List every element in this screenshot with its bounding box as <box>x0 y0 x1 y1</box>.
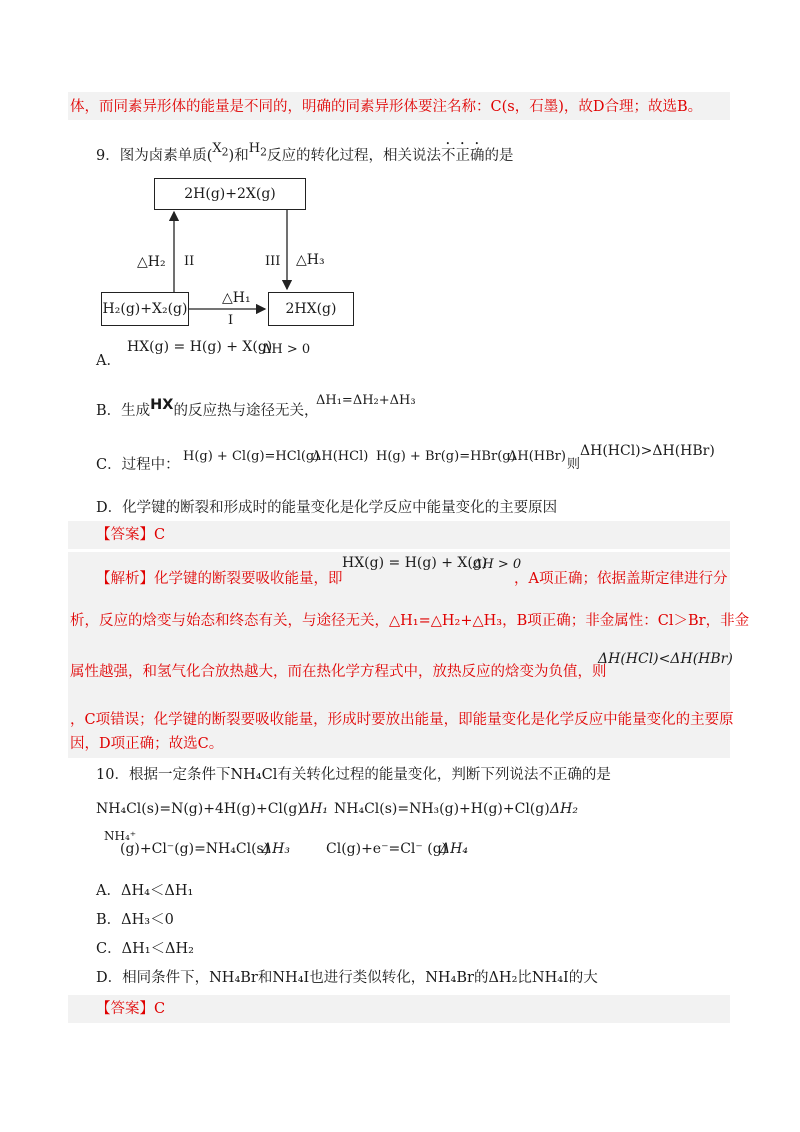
q10-optC: C．ΔH₁＜ΔH₂ <box>96 941 194 957</box>
answer-band-q9 <box>68 521 730 549</box>
q9-optB-formula: ΔH₁=ΔH₂+ΔH₃ <box>316 393 416 408</box>
q10-eq4: Cl(g)+e⁻=Cl⁻ (g) <box>326 841 448 857</box>
q9-optC-f4: ΔH(HBr) <box>508 449 566 464</box>
q9-analysis-formula1-cond: ΔH > 0 <box>473 557 522 572</box>
q10-eq2: NH₄Cl(s)=NH₃(g)+H(g)+Cl(g) <box>334 801 550 817</box>
label-roman-ii: II <box>184 254 195 269</box>
q9-analysis-line5: 因，D项正确；故选C。 <box>70 736 224 752</box>
diagram-left-box: H₂(g)+X₂(g) <box>101 292 189 326</box>
q9-h2: $H_2$ <box>248 141 267 159</box>
q9-x2: $X_2$ <box>212 141 229 159</box>
q9-stem-b: )和 <box>228 148 249 164</box>
q9-optC-f1: H(g) + Cl(g)=HCl(g) <box>183 449 320 464</box>
q9-analysis-line4: ，C项错误；化学键的断裂要吸收能量，形成时要放出能量，即能量变化是化学反应中能量变化的主要原 <box>70 712 734 728</box>
q9-stem-emph: 不正确 <box>440 148 485 164</box>
q9-analysis-line1: 【解析】化学键的断裂要吸收能量，即 <box>96 571 343 587</box>
q9-analysis-formula1: HX(g) = H(g) + X(g) <box>342 555 488 571</box>
q9-stem-c: 反应的转化过程，相关说法 <box>266 148 441 164</box>
q10-stem: 10．根据一定条件下NH₄Cl有关转化过程的能量变化，判断下列说法不正确的是 <box>96 767 611 783</box>
q10-optB: B．ΔH₃＜0 <box>96 912 174 928</box>
q9-stem-a: 9．图为卤素单质( <box>96 148 213 164</box>
label-dh2: △H₂ <box>137 254 166 270</box>
label-dh3: △H₃ <box>296 252 325 268</box>
q9-stem-d: 的是 <box>484 148 514 164</box>
q9-optC-f3: H(g) + Br(g)=HBr(g) <box>376 449 516 464</box>
q10-eq1-dh: ΔH₁ <box>300 801 328 817</box>
q9-optC-label: C．过程中： <box>96 457 180 473</box>
q10-eq3-ion: NH₄⁺ <box>104 829 137 843</box>
q9-optB-hx: HX <box>150 397 174 413</box>
q9-analysis-formula3: ΔH(HCl)<ΔH(HBr) <box>598 651 733 667</box>
q9-optD: D．化学键的断裂和形成时的能量变化是化学反应中能量变化的主要原因 <box>96 500 558 516</box>
q10-optA: A．ΔH₄＜ΔH₁ <box>96 883 194 899</box>
diagram-arrows <box>0 0 800 360</box>
q10-eq2-dh: ΔH₂ <box>550 801 578 817</box>
answer-band-q10 <box>68 995 730 1023</box>
label-roman-i: I <box>228 313 234 328</box>
q9-answer: 【答案】C <box>96 527 166 543</box>
q9-analysis-line1b: ，A项正确；依据盖斯定律进行分 <box>514 571 728 587</box>
label-roman-iii: III <box>265 254 281 269</box>
q10-eq1: NH₄Cl(s)=N(g)+4H(g)+Cl(g) <box>96 801 303 817</box>
q9-optC-f5: ΔH(HCl)>ΔH(HBr) <box>580 443 715 459</box>
q9-optB-line: B．生成HX的反应热与途径无关， <box>96 397 319 419</box>
q9-analysis-line2: 析，反应的焓变与始态和终态有关，与途径无关，△H₁=△H₂+△H₃，B项正确；非金属性：Cl＞Br，非金 <box>70 613 750 629</box>
q10-eq4-dh: ΔH₄ <box>440 841 468 857</box>
diagram-top-box: 2H(g)+2X(g) <box>154 178 306 210</box>
diagram-right-box: 2HX(g) <box>268 292 354 326</box>
q9-analysis-line3: 属性越强，和氢气化合放热越大，而在热化学方程式中，放热反应的焓变为负值，则 <box>70 664 607 680</box>
q10-eq3-dh: ΔH₃ <box>262 841 290 857</box>
explanation-tail: 体，而同素异形体的能量是不同的，明确的同素异形体要注名称：C(s，石墨)，故D合理；故选B。 <box>70 99 703 115</box>
q9-optA-cond: ΔH > 0 <box>262 342 311 357</box>
q9-optC-then: 则 <box>567 457 581 472</box>
q10-eq3: (g)+Cl⁻(g)=NH₄Cl(s) <box>120 841 270 857</box>
q9-optC-f2: ΔH(HCl) <box>312 449 369 464</box>
q10-answer: 【答案】C <box>96 1001 166 1017</box>
q9-optA-formula: HX(g) = H(g) + X(g) <box>127 339 273 355</box>
label-dh1: △H₁ <box>222 290 251 306</box>
q10-optD: D．相同条件下，NH₄Br和NH₄I也进行类似转化，NH₄Br的ΔH₂比NH₄I的大 <box>96 970 598 986</box>
q9-optA-label: A． <box>96 353 121 369</box>
